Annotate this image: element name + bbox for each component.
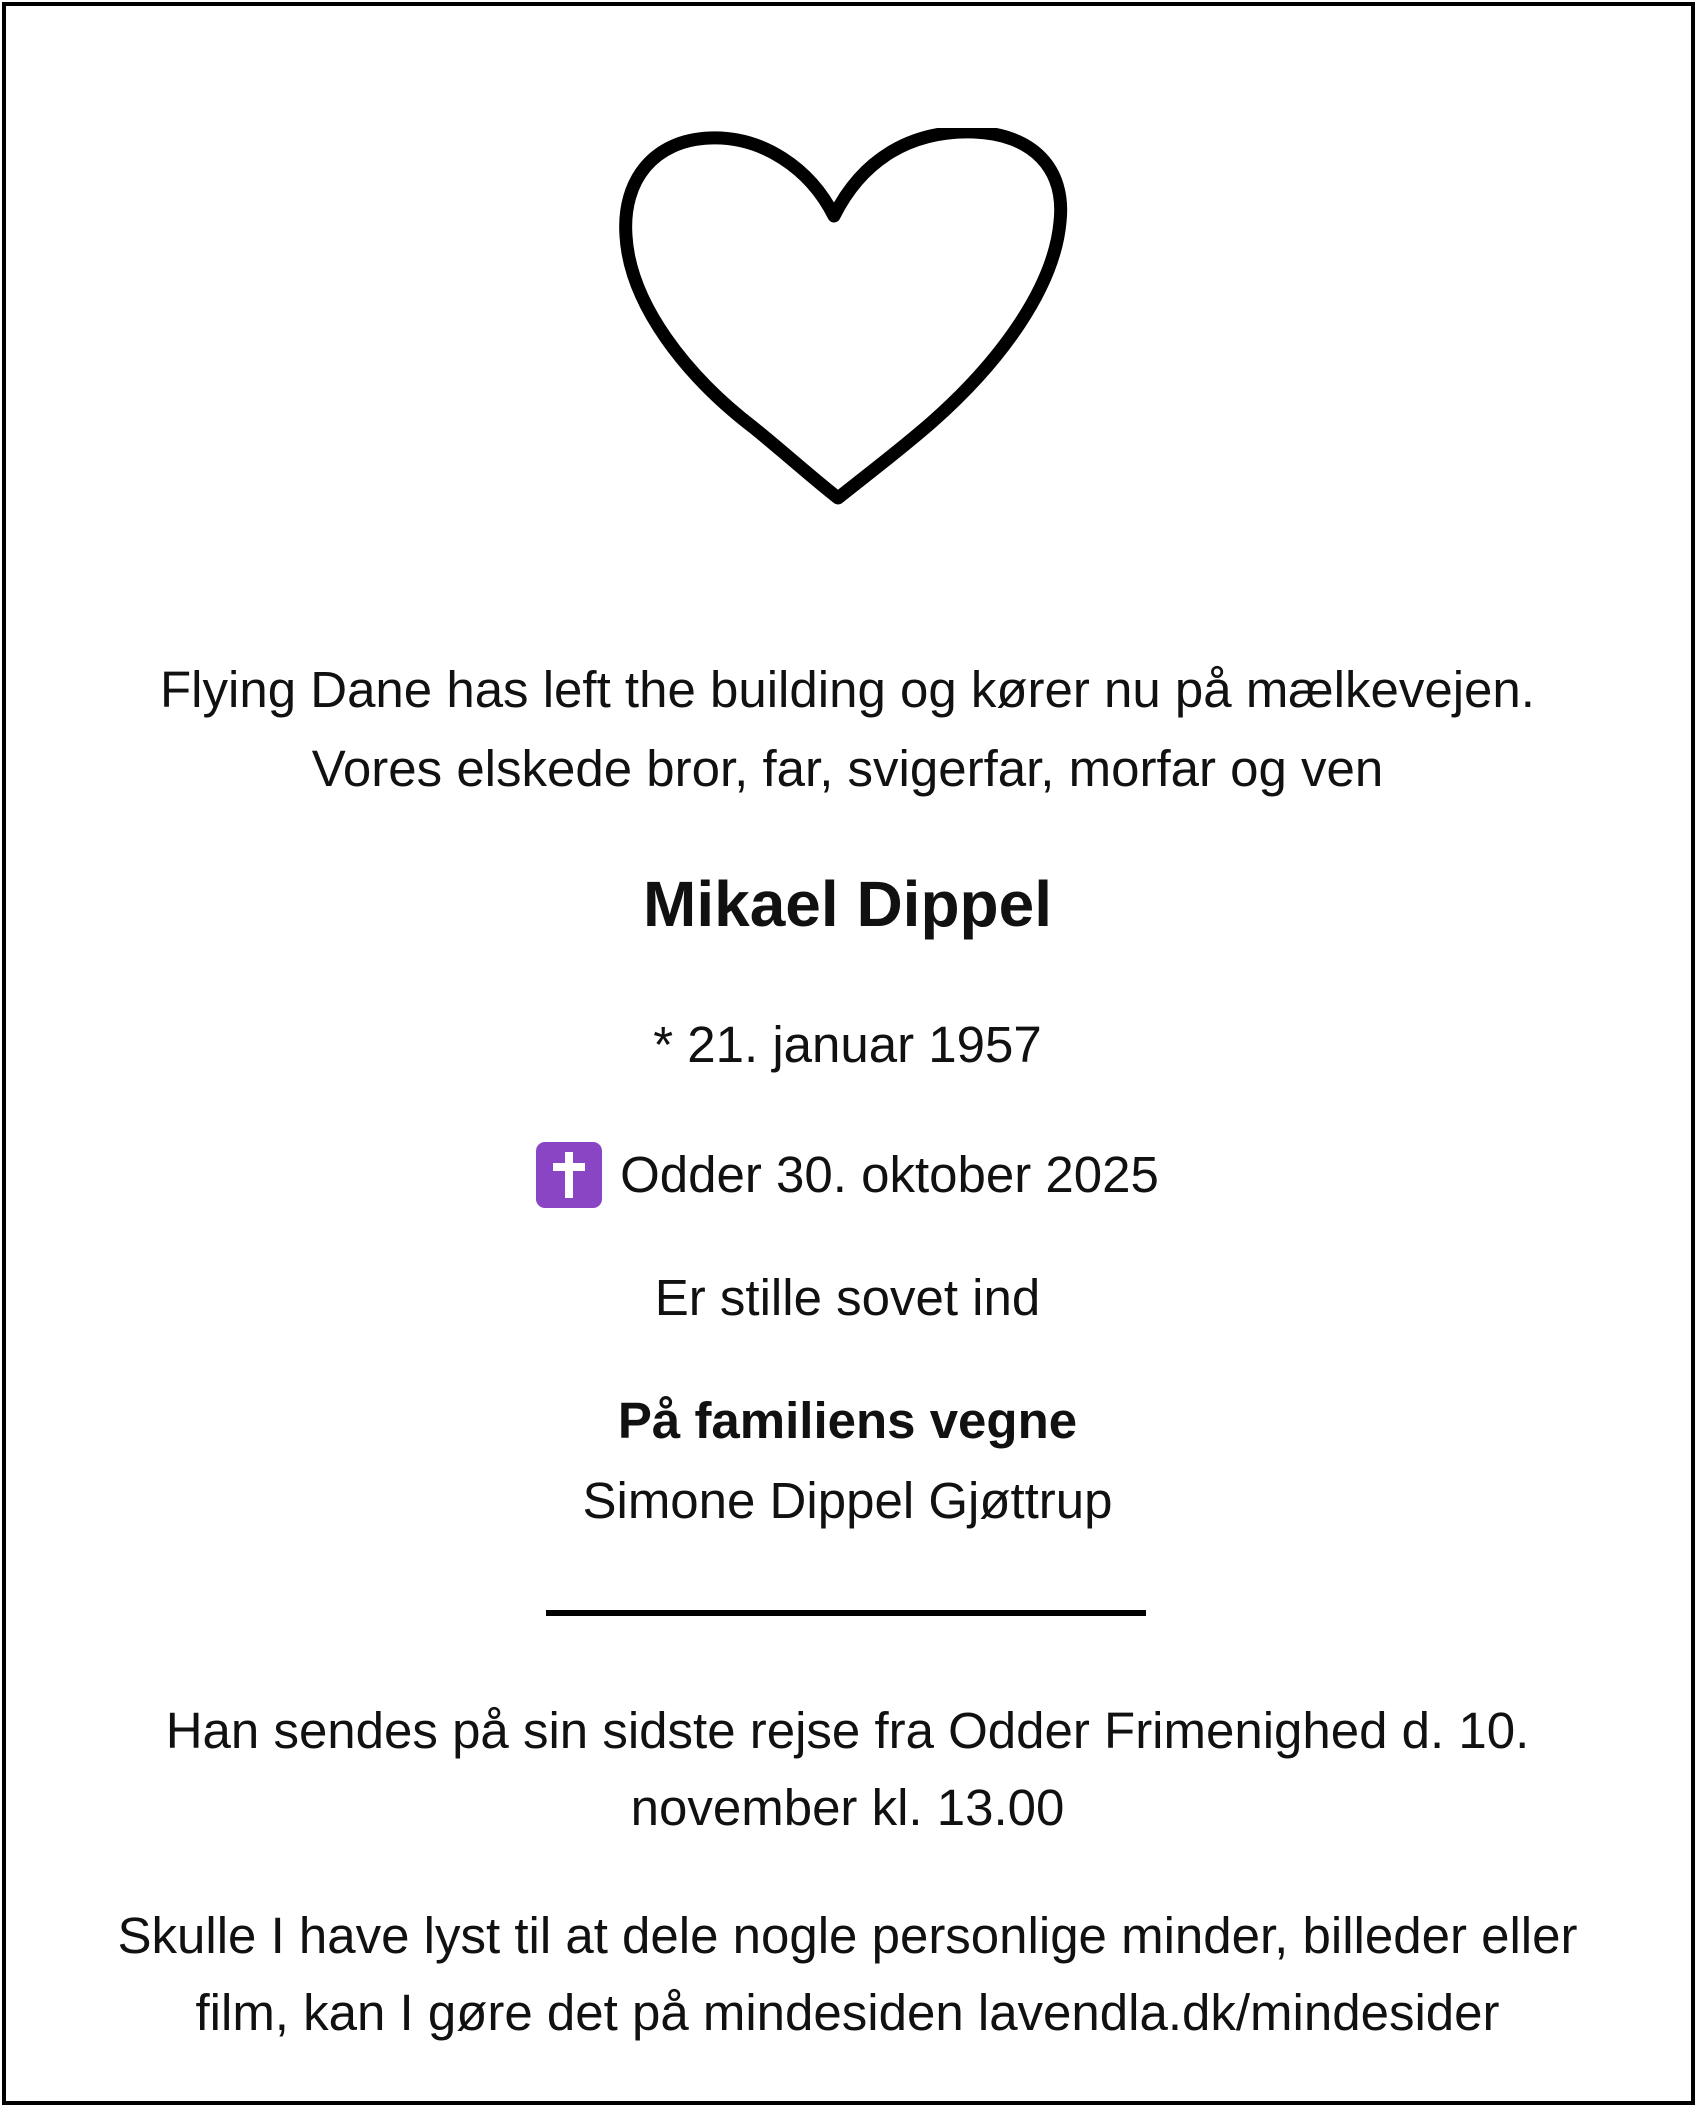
deceased-name: Mikael Dippel [643,868,1052,940]
funeral-text [20,1701,1675,1838]
birth-date: * 21. januar 1957 [653,1016,1042,1073]
divider [546,1610,1146,1616]
memorial-line-1: Skulle I have lyst til at dele nogle personlige minder, billeder eller [117,1907,1578,1964]
death-info [20,1142,1675,1208]
family-signer: Simone Dippel Gjøttrup [582,1472,1113,1529]
memorial-text [20,1906,1675,2043]
heart-outline-icon [614,128,1074,524]
funeral-line-1: Han sendes på sin sidste rejse fra Odder Frimenighed d. 10. [165,1702,1530,1759]
intro-line-1: Flying Dane has left the building og kører nu på mælkevejen. [160,661,1535,718]
death-place-date: Odder 30. oktober 2025 [620,1146,1159,1203]
intro-text [20,660,1675,799]
latin-cross-icon [536,1142,602,1208]
intro-line-2: Vores elskede bror, far, svigerfar, morfar og ven [311,740,1384,797]
memorial-line-2: film, kan I gøre det på mindesiden lavendla.dk/mindesider [195,1984,1500,2041]
family-label: På familiens vegne [617,1392,1078,1449]
funeral-line-2: november kl. 13.00 [630,1779,1065,1836]
stille-text: Er stille sovet ind [654,1269,1041,1326]
